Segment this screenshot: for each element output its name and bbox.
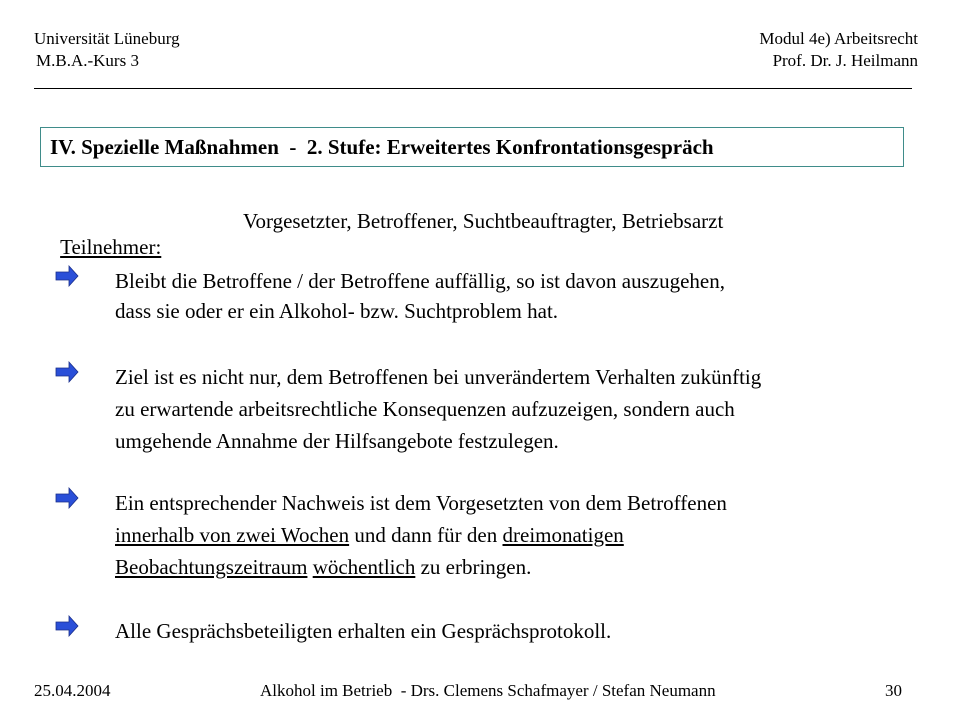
bullet2-line3: umgehende Annahme der Hilfsangebote festzulegen.: [115, 429, 559, 453]
footer-title: Alkohol im Betrieb - Drs. Clemens Schafmayer / Stefan Neumann: [260, 681, 716, 700]
arrow-right-icon: [55, 614, 79, 638]
bullet2-line1: Ziel ist es nicht nur, dem Betroffenen bei unverändertem Verhalten zukünftig: [115, 365, 762, 389]
footer-date: 25.04.2004: [34, 681, 111, 700]
slide-title: IV. Spezielle Maßnahmen - 2. Stufe: Erweitertes Konfrontationsgespräch: [40, 127, 904, 167]
underlined-observation-period: Beobachtungszeitraum: [115, 555, 308, 579]
header-left: [34, 28, 180, 72]
underlined-weekly: wöchentlich: [312, 555, 416, 579]
bullet3-line1: Ein entsprechender Nachweis ist dem Vorgesetzten von dem Betroffenen: [115, 491, 727, 515]
bullet4-line1: Alle Gesprächsbeteiligten erhalten ein Gesprächsprotokoll.: [115, 619, 612, 643]
bullet1-line1: Bleibt die Betroffene / der Betroffene auffällig, so ist davon auszugehen,: [115, 269, 725, 293]
participants-label-text: Teilnehmer:: [60, 235, 162, 259]
underlined-two-weeks: innerhalb von zwei Wochen: [115, 523, 350, 547]
arrow-right-icon: [55, 486, 79, 510]
page-number: 30: [885, 681, 902, 700]
bullet1-line2: dass sie oder er ein Alkohol- bzw. Suchtproblem hat.: [115, 299, 559, 323]
professor-name: Prof. Dr. J. Heilmann: [772, 51, 918, 70]
bullet3-line2-text: und dann für den: [349, 523, 503, 547]
bullet2-line2: zu erwartende arbeitsrechtliche Konsequenzen aufzuzeigen, sondern auch: [115, 397, 735, 421]
header-divider: [34, 88, 912, 89]
bullet3-line2: [115, 522, 624, 548]
university-name: Universität Lüneburg: [34, 29, 180, 48]
module-name: Modul 4e) Arbeitsrecht: [759, 29, 918, 48]
header-right: [759, 28, 918, 72]
bullet3-line3: [115, 554, 531, 580]
bullet3-line3-text: zu erbringen.: [415, 555, 532, 579]
arrow-right-icon: [55, 360, 79, 384]
arrow-right-icon: [55, 264, 79, 288]
course-name: M.B.A.-Kurs 3: [36, 51, 139, 70]
participants-label: [50, 208, 161, 260]
participants-value: Vorgesetzter, Betroffener, Suchtbeauftragter, Betriebsarzt: [243, 209, 724, 233]
underlined-three-months: dreimonatigen: [502, 523, 624, 547]
